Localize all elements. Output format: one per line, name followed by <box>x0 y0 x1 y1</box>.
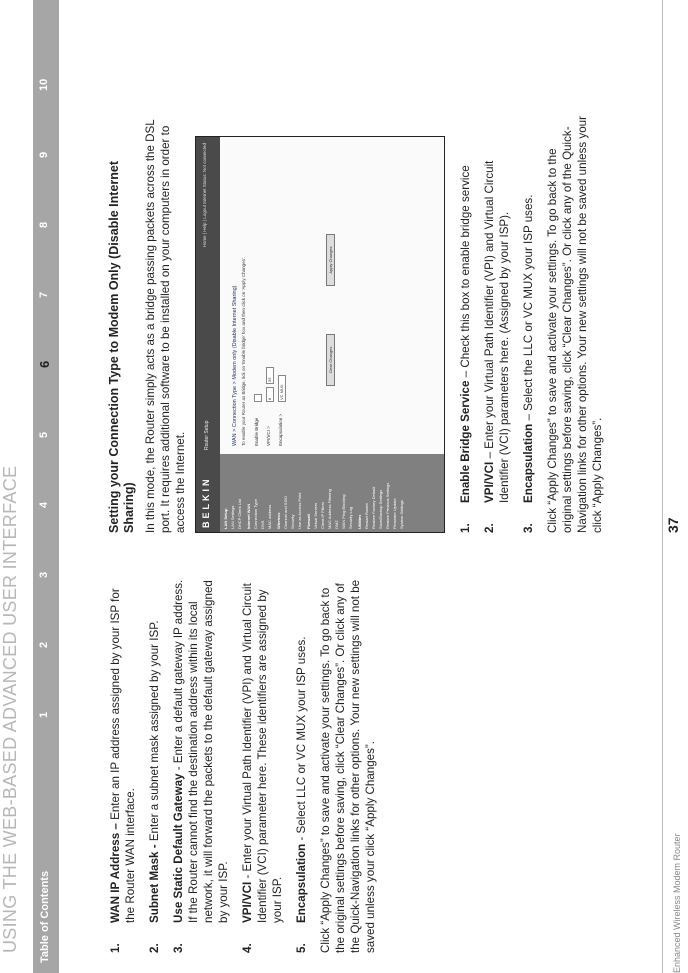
encapsulation-select[interactable]: VC MUX <box>278 375 286 402</box>
figure-sidebar-item[interactable]: Restart Router <box>364 502 369 529</box>
figure-page-title: Router Setup <box>204 420 210 450</box>
footer-rule <box>662 0 663 973</box>
section-title: Setting your Connection Type to Modem Only (Disable Internet Sharing) <box>107 160 136 533</box>
item-text: – Check this box to enable bridge service <box>459 165 472 381</box>
toc-chapter-9[interactable]: 9 <box>38 151 50 158</box>
list-item <box>108 573 138 953</box>
figure-sidebar-item[interactable]: Use as Access Point <box>297 492 302 529</box>
item-term: VPI/VCI <box>483 461 496 503</box>
item-number: 3. <box>522 523 535 533</box>
bridge-checkbox[interactable] <box>254 394 262 402</box>
figure-sidebar-item[interactable]: DMZ <box>334 520 339 529</box>
figure-main <box>224 145 439 450</box>
item-term: Subnet Mask - <box>148 844 161 923</box>
table-of-contents-bar <box>33 0 59 973</box>
list-item <box>240 573 285 953</box>
item-term: Enable Bridge Service <box>459 380 472 503</box>
figure-sidebar-item[interactable]: Internet WAN <box>246 503 251 529</box>
bridge-label: Enable Bridge <box>254 417 259 446</box>
router-setup-screenshot <box>195 136 445 533</box>
vci-input[interactable]: 35 <box>266 367 274 384</box>
page-number: 37 <box>665 517 681 533</box>
item-number: 4. <box>241 943 254 953</box>
apply-changes-button[interactable]: Apply Changes <box>326 234 335 286</box>
figure-sidebar-item[interactable]: DHCP Client List <box>237 499 242 529</box>
figure-sidebar-item[interactable]: System Settings <box>399 500 404 529</box>
figure-heading: WAN > Connection Type > Modem only (Disable Internet Sharing) <box>232 285 238 446</box>
item-term: Encapsulation <box>522 423 535 503</box>
figure-sidebar-item[interactable]: Firmware Update <box>392 498 397 529</box>
toc-chapter-10[interactable]: 10 <box>38 78 50 91</box>
footer-text: Enhanced Wireless Modem Router <box>672 833 682 973</box>
figure-sidebar-item[interactable]: WAN Ping Blocking <box>341 494 346 529</box>
toc-chapter-5[interactable]: 5 <box>38 431 50 438</box>
figure-sidebar-item[interactable]: Wireless <box>276 512 281 529</box>
list-item <box>147 573 162 953</box>
list-item <box>294 573 309 953</box>
item-term: Encapsulation <box>295 843 308 923</box>
right-column-intro <box>107 113 196 533</box>
figure-sidebar-item[interactable]: Virtual Servers <box>313 502 318 529</box>
vpi-vci-row <box>266 145 274 446</box>
figure-sidebar-item[interactable]: Restore Previous Settings <box>385 482 390 529</box>
bridge-row <box>254 145 262 446</box>
item-number: 5. <box>295 943 308 953</box>
item-number: 1. <box>459 523 472 533</box>
encapsulation-row <box>278 145 286 446</box>
intro-paragraph: In this mode, the Router simply acts as a bridge passing packets across the DSL port. It requires additional software to be installed on your computers in order to access the Internet. <box>144 119 187 533</box>
toc-chapter-6[interactable]: 6 <box>37 360 52 368</box>
closing-paragraph: Click “Apply Changes” to save and activate your settings. To go back to the original settings before saving, click “Clear Changes”. Or click any of the Quick-Navigation links for other options. Your new settings will not be saved unless your click “Apply Changes”. <box>319 579 377 953</box>
figure-sidebar-item[interactable]: DNS <box>260 520 265 529</box>
figure-sidebar-item[interactable]: MAC Address Filtering <box>327 489 332 529</box>
figure-sidebar-item[interactable]: MAC address <box>267 504 272 529</box>
encapsulation-label: Encapsulation > <box>278 413 283 446</box>
item-text: - Enter a default gateway IP address. If the Router cannot find the destination address within its local network, it will forward the packets to the default gateway assigned by your ISP. <box>172 579 230 923</box>
page-header-title: USING THE WEB-BASED ADVANCED USER INTERFACE <box>0 465 20 953</box>
figure-sidebar-item[interactable]: Save/Backup Settings <box>378 489 383 529</box>
figure-text: To enable your Router as Bridge, tick on 'Enable bridge' box and then click on 'Apply Changes'. <box>241 256 246 446</box>
toc-chapter-1[interactable]: 1 <box>38 711 50 718</box>
figure-sidebar-item[interactable]: LAN Settings <box>230 505 235 529</box>
clear-changes-button[interactable]: Clear Changes <box>326 334 335 386</box>
figure-sidebar-item[interactable]: Utilities <box>357 514 362 529</box>
item-term: VPI/VCI <box>241 881 254 923</box>
list-item <box>521 113 536 533</box>
list-item <box>458 113 473 533</box>
closing-paragraph: Click “Apply Changes” to save and activate your settings. To go back to the original settings before saving, click “Clear Changes”. Or click any of the Quick-Navigation links for other options. Your new settings will not be saved unless your click “Apply Changes”. <box>546 116 604 533</box>
right-column-steps <box>458 113 613 533</box>
toc-chapter-3[interactable]: 3 <box>38 571 50 578</box>
item-text: Enter an IP address assigned by your ISP for the Router WAN interface. <box>109 588 137 923</box>
item-term: WAN IP Address – <box>109 823 122 923</box>
item-number: 2. <box>148 943 161 953</box>
toc-chapter-2[interactable]: 2 <box>38 641 50 648</box>
item-number: 3. <box>172 943 185 953</box>
item-text: - Select LLC or VC MUX your ISP uses. <box>295 636 308 844</box>
list-item <box>482 113 512 533</box>
vpi-vci-label: VPI/VCI > <box>266 426 271 446</box>
figure-sidebar-item[interactable]: Client IP Filters <box>320 501 325 529</box>
item-text: – Select the LLC or VC MUX your ISP uses. <box>522 194 535 424</box>
figure-sidebar-item[interactable]: Security <box>290 514 295 529</box>
figure-sidebar-item[interactable]: Firewall <box>306 514 311 529</box>
figure-top-links: Home | Help | Logout Internet Status: Not connected <box>202 143 207 248</box>
figure-sidebar-item[interactable]: LAN Setup <box>223 508 228 529</box>
item-term: Use Static Default Gateway <box>172 773 185 923</box>
item-text: Enter a subnet mask assigned by your ISP. <box>148 620 161 845</box>
item-number: 2. <box>483 523 496 533</box>
figure-sidebar-item[interactable]: Security Log <box>348 506 353 529</box>
figure-sidebar-item[interactable]: Restore Factory Default <box>371 486 376 529</box>
figure-sidebar-item[interactable]: Channel and SSID <box>283 495 288 529</box>
toc-chapter-4[interactable]: 4 <box>38 501 50 508</box>
item-text: - Enter your Virtual Path Identifier (VPI) and Virtual Circuit Identifier (VCI) parameter here. These identifiers are assigned by your ISP. <box>241 583 284 923</box>
belkin-logo: BELKIN <box>201 476 211 528</box>
figure-sidebar-item[interactable]: Connection Type <box>253 499 258 529</box>
list-item <box>171 573 231 953</box>
toc-chapter-7[interactable]: 7 <box>38 291 50 298</box>
figure-sidebar <box>220 454 444 532</box>
item-number: 1. <box>109 943 122 953</box>
figure-button-row <box>326 145 334 446</box>
item-text: – Enter your Virtual Path Identifier (VPI) and Virtual Circuit Identifier (VCI) parameters here. (Assigned by your ISP). <box>483 160 511 503</box>
figure-top-bar <box>196 137 220 532</box>
toc-link[interactable]: Table of Contents <box>39 870 51 963</box>
left-column <box>108 573 386 953</box>
vpi-input[interactable]: 8 <box>266 387 274 402</box>
toc-chapter-8[interactable]: 8 <box>38 221 50 228</box>
